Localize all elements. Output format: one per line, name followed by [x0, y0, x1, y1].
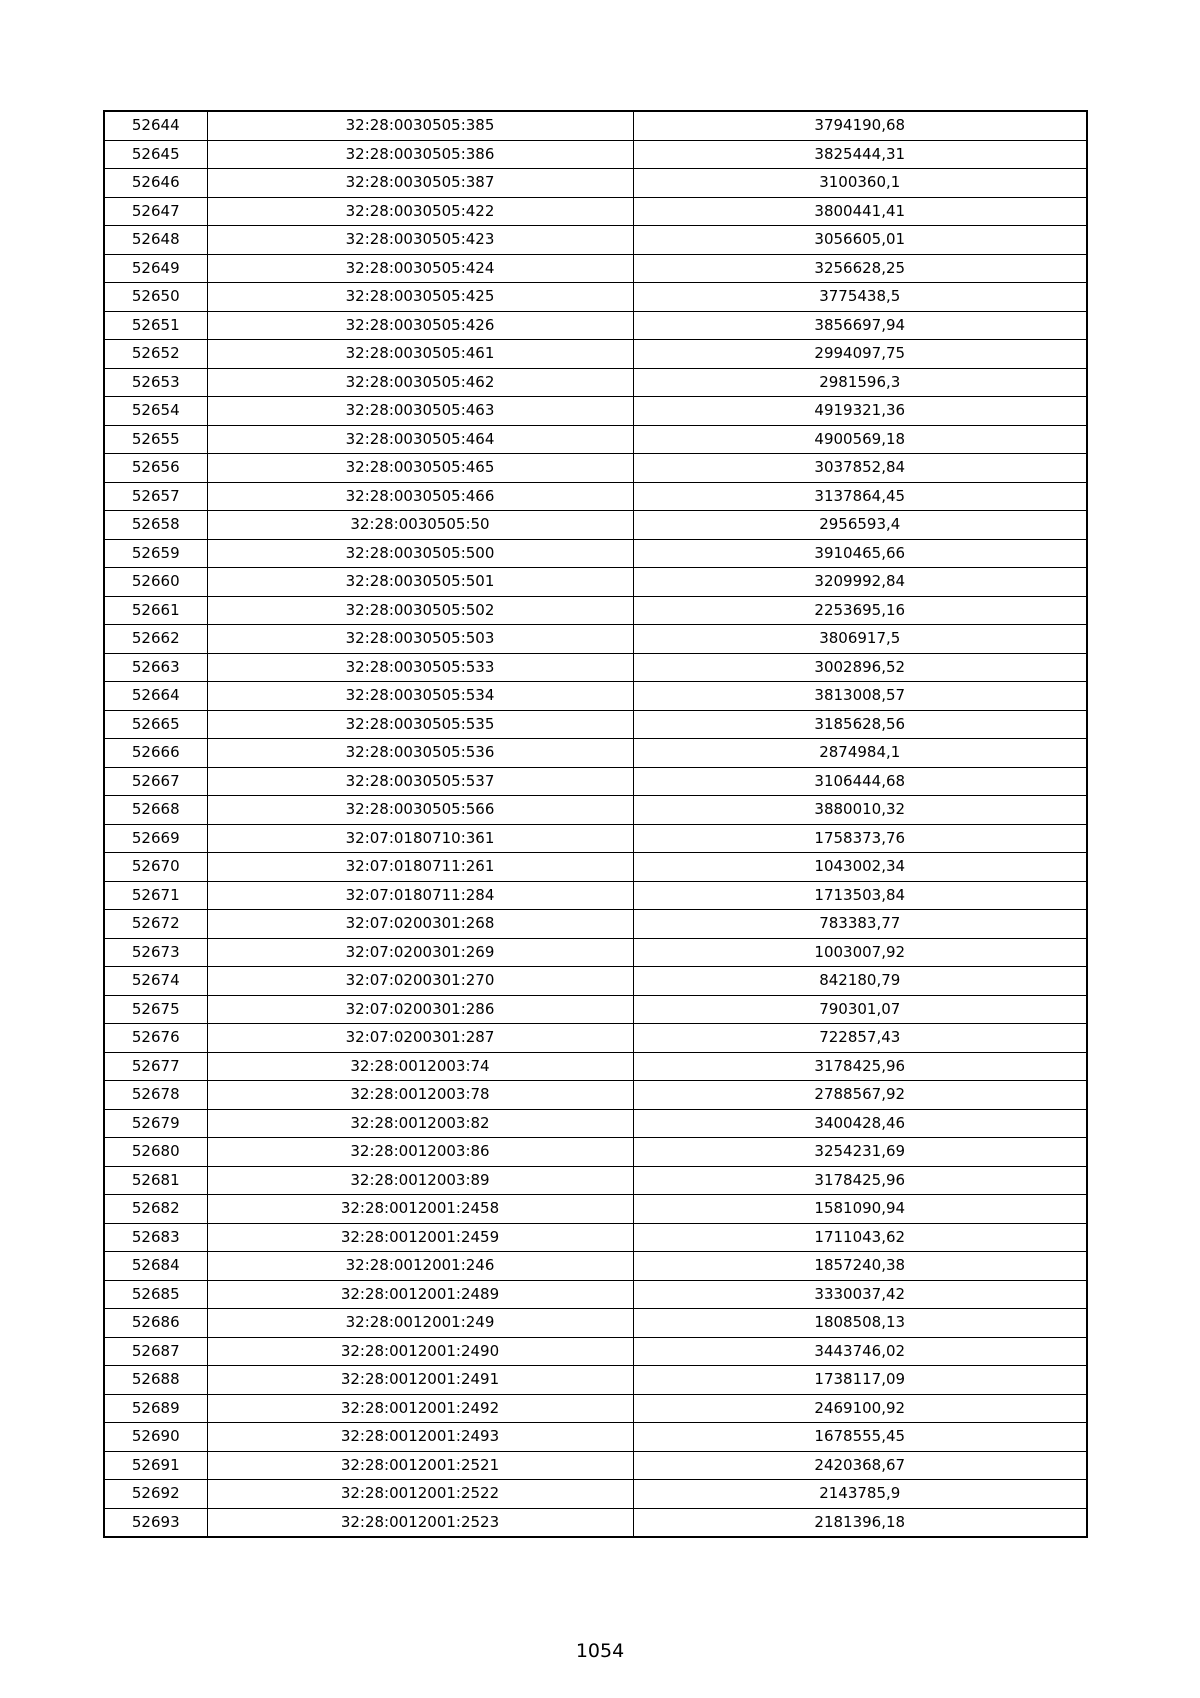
cadastral-number-cell: 32:28:0030505:385 [207, 111, 633, 140]
table-row [104, 1223, 1087, 1252]
row-number-cell: 52665 [104, 710, 207, 739]
table-row [104, 967, 1087, 996]
row-number-cell: 52677 [104, 1052, 207, 1081]
value-cell: 722857,43 [633, 1024, 1087, 1053]
table-row [104, 767, 1087, 796]
table-row [104, 1337, 1087, 1366]
row-number-cell: 52681 [104, 1166, 207, 1195]
value-cell: 3185628,56 [633, 710, 1087, 739]
table-row [104, 340, 1087, 369]
cadastral-number-cell: 32:28:0012001:2458 [207, 1195, 633, 1224]
row-number-cell: 52668 [104, 796, 207, 825]
table-row [104, 197, 1087, 226]
value-cell: 1758373,76 [633, 824, 1087, 853]
table-row [104, 853, 1087, 882]
value-cell: 2253695,16 [633, 596, 1087, 625]
cadastral-number-cell: 32:28:0030505:426 [207, 311, 633, 340]
row-number-cell: 52661 [104, 596, 207, 625]
row-number-cell: 52693 [104, 1508, 207, 1537]
table-row [104, 568, 1087, 597]
row-number-cell: 52652 [104, 340, 207, 369]
cadastral-number-cell: 32:28:0030505:500 [207, 539, 633, 568]
cadastral-number-cell: 32:28:0012001:2491 [207, 1366, 633, 1395]
row-number-cell: 52680 [104, 1138, 207, 1167]
table-row [104, 140, 1087, 169]
table-row [104, 254, 1087, 283]
cadastral-number-cell: 32:28:0012001:246 [207, 1252, 633, 1281]
value-cell: 1808508,13 [633, 1309, 1087, 1338]
value-cell: 2874984,1 [633, 739, 1087, 768]
row-number-cell: 52672 [104, 910, 207, 939]
row-number-cell: 52654 [104, 397, 207, 426]
value-cell: 790301,07 [633, 995, 1087, 1024]
table-row [104, 1451, 1087, 1480]
cadastral-number-cell: 32:07:0200301:270 [207, 967, 633, 996]
cadastral-number-cell: 32:28:0030505:503 [207, 625, 633, 654]
value-cell: 3443746,02 [633, 1337, 1087, 1366]
row-number-cell: 52664 [104, 682, 207, 711]
cadastral-number-cell: 32:07:0200301:269 [207, 938, 633, 967]
row-number-cell: 52666 [104, 739, 207, 768]
value-cell: 1738117,09 [633, 1366, 1087, 1395]
row-number-cell: 52689 [104, 1394, 207, 1423]
value-cell: 3800441,41 [633, 197, 1087, 226]
cadastral-number-cell: 32:28:0030505:533 [207, 653, 633, 682]
table-row [104, 881, 1087, 910]
row-number-cell: 52657 [104, 482, 207, 511]
table-row [104, 368, 1087, 397]
value-cell: 3137864,45 [633, 482, 1087, 511]
table-row [104, 938, 1087, 967]
cadastral-number-cell: 32:28:0030505:464 [207, 425, 633, 454]
cadastral-number-cell: 32:28:0030505:536 [207, 739, 633, 768]
value-cell: 3178425,96 [633, 1166, 1087, 1195]
row-number-cell: 52659 [104, 539, 207, 568]
cadastral-number-cell: 32:28:0012001:2523 [207, 1508, 633, 1537]
value-cell: 3037852,84 [633, 454, 1087, 483]
row-number-cell: 52686 [104, 1309, 207, 1338]
value-cell: 3880010,32 [633, 796, 1087, 825]
cadastral-number-cell: 32:28:0030505:425 [207, 283, 633, 312]
value-cell: 3254231,69 [633, 1138, 1087, 1167]
row-number-cell: 52646 [104, 169, 207, 198]
row-number-cell: 52679 [104, 1109, 207, 1138]
row-number-cell: 52648 [104, 226, 207, 255]
row-number-cell: 52682 [104, 1195, 207, 1224]
table-row [104, 1252, 1087, 1281]
row-number-cell: 52691 [104, 1451, 207, 1480]
row-number-cell: 52658 [104, 511, 207, 540]
cadastral-number-cell: 32:28:0030505:422 [207, 197, 633, 226]
row-number-cell: 52644 [104, 111, 207, 140]
row-number-cell: 52653 [104, 368, 207, 397]
cadastral-number-cell: 32:07:0200301:287 [207, 1024, 633, 1053]
cadastral-number-cell: 32:28:0030505:465 [207, 454, 633, 483]
table-row [104, 1052, 1087, 1081]
value-cell: 1043002,34 [633, 853, 1087, 882]
value-cell: 3256628,25 [633, 254, 1087, 283]
cadastral-number-cell: 32:07:0180711:261 [207, 853, 633, 882]
table-row [104, 1508, 1087, 1537]
value-cell: 3178425,96 [633, 1052, 1087, 1081]
cadastral-number-cell: 32:28:0030505:386 [207, 140, 633, 169]
value-cell: 3825444,31 [633, 140, 1087, 169]
table-row [104, 1109, 1087, 1138]
row-number-cell: 52675 [104, 995, 207, 1024]
cadastral-number-cell: 32:28:0012001:2521 [207, 1451, 633, 1480]
value-cell: 2469100,92 [633, 1394, 1087, 1423]
cadastral-number-cell: 32:28:0030505:462 [207, 368, 633, 397]
cadastral-number-cell: 32:07:0200301:268 [207, 910, 633, 939]
value-cell: 3856697,94 [633, 311, 1087, 340]
value-cell: 2956593,4 [633, 511, 1087, 540]
table-row [104, 1138, 1087, 1167]
value-cell: 3209992,84 [633, 568, 1087, 597]
row-number-cell: 52655 [104, 425, 207, 454]
cadastral-number-cell: 32:28:0030505:461 [207, 340, 633, 369]
cadastral-number-cell: 32:28:0012001:2522 [207, 1480, 633, 1509]
cadastral-number-cell: 32:07:0180711:284 [207, 881, 633, 910]
row-number-cell: 52683 [104, 1223, 207, 1252]
value-cell: 3910465,66 [633, 539, 1087, 568]
value-cell: 3056605,01 [633, 226, 1087, 255]
row-number-cell: 52662 [104, 625, 207, 654]
cadastral-number-cell: 32:28:0012001:2459 [207, 1223, 633, 1252]
cadastral-number-cell: 32:28:0030505:537 [207, 767, 633, 796]
table-row [104, 1309, 1087, 1338]
row-number-cell: 52685 [104, 1280, 207, 1309]
cadastral-number-cell: 32:28:0030505:466 [207, 482, 633, 511]
value-cell: 783383,77 [633, 910, 1087, 939]
table-row [104, 454, 1087, 483]
table-row [104, 910, 1087, 939]
value-cell: 1581090,94 [633, 1195, 1087, 1224]
table-row [104, 1480, 1087, 1509]
value-cell: 842180,79 [633, 967, 1087, 996]
row-number-cell: 52650 [104, 283, 207, 312]
table-row [104, 739, 1087, 768]
value-cell: 4900569,18 [633, 425, 1087, 454]
value-cell: 3330037,42 [633, 1280, 1087, 1309]
value-cell: 3002896,52 [633, 653, 1087, 682]
cadastral-number-cell: 32:28:0030505:566 [207, 796, 633, 825]
row-number-cell: 52690 [104, 1423, 207, 1452]
table-row [104, 482, 1087, 511]
row-number-cell: 52676 [104, 1024, 207, 1053]
value-cell: 2981596,3 [633, 368, 1087, 397]
table-row [104, 1394, 1087, 1423]
table-row [104, 1024, 1087, 1053]
table-row [104, 625, 1087, 654]
cadastral-number-cell: 32:28:0012001:2489 [207, 1280, 633, 1309]
value-cell: 2788567,92 [633, 1081, 1087, 1110]
table-row [104, 511, 1087, 540]
table-row [104, 397, 1087, 426]
table-row [104, 796, 1087, 825]
row-number-cell: 52671 [104, 881, 207, 910]
table-row [104, 710, 1087, 739]
table-row [104, 226, 1087, 255]
row-number-cell: 52674 [104, 967, 207, 996]
row-number-cell: 52660 [104, 568, 207, 597]
row-number-cell: 52684 [104, 1252, 207, 1281]
value-cell: 2420368,67 [633, 1451, 1087, 1480]
row-number-cell: 52647 [104, 197, 207, 226]
row-number-cell: 52645 [104, 140, 207, 169]
row-number-cell: 52692 [104, 1480, 207, 1509]
value-cell: 1857240,38 [633, 1252, 1087, 1281]
value-cell: 3775438,5 [633, 283, 1087, 312]
value-cell: 2994097,75 [633, 340, 1087, 369]
cadastral-number-cell: 32:28:0012001:2493 [207, 1423, 633, 1452]
cadastral-number-cell: 32:28:0030505:387 [207, 169, 633, 198]
row-number-cell: 52687 [104, 1337, 207, 1366]
cadastral-number-cell: 32:28:0012003:82 [207, 1109, 633, 1138]
row-number-cell: 52670 [104, 853, 207, 882]
table-row [104, 1081, 1087, 1110]
cadastral-number-cell: 32:28:0030505:423 [207, 226, 633, 255]
value-cell: 1711043,62 [633, 1223, 1087, 1252]
cadastral-number-cell: 32:28:0030505:424 [207, 254, 633, 283]
cadastral-number-cell: 32:28:0030505:463 [207, 397, 633, 426]
value-cell: 3813008,57 [633, 682, 1087, 711]
row-number-cell: 52667 [104, 767, 207, 796]
cadastral-number-cell: 32:28:0030505:535 [207, 710, 633, 739]
cadastral-number-cell: 32:07:0200301:286 [207, 995, 633, 1024]
cadastral-number-cell: 32:28:0030505:534 [207, 682, 633, 711]
table-row [104, 1195, 1087, 1224]
table-row [104, 1366, 1087, 1395]
row-number-cell: 52688 [104, 1366, 207, 1395]
row-number-cell: 52651 [104, 311, 207, 340]
table-row [104, 1280, 1087, 1309]
cadastral-number-cell: 32:28:0012001:249 [207, 1309, 633, 1338]
row-number-cell: 52663 [104, 653, 207, 682]
cadastral-number-cell: 32:28:0012001:2492 [207, 1394, 633, 1423]
table-row [104, 425, 1087, 454]
table-row [104, 539, 1087, 568]
page-number: 1054 [575, 1640, 625, 1662]
table-row [104, 283, 1087, 312]
table-row [104, 995, 1087, 1024]
value-cell: 2181396,18 [633, 1508, 1087, 1537]
value-cell: 3806917,5 [633, 625, 1087, 654]
cadastral-number-cell: 32:28:0030505:50 [207, 511, 633, 540]
table-row [104, 596, 1087, 625]
cadastral-number-cell: 32:28:0012001:2490 [207, 1337, 633, 1366]
table-row [104, 111, 1087, 140]
value-cell: 4919321,36 [633, 397, 1087, 426]
table-row [104, 824, 1087, 853]
value-cell: 3106444,68 [633, 767, 1087, 796]
value-cell: 3794190,68 [633, 111, 1087, 140]
cadastral-number-cell: 32:28:0030505:501 [207, 568, 633, 597]
cadastral-number-cell: 32:28:0012003:74 [207, 1052, 633, 1081]
value-cell: 3100360,1 [633, 169, 1087, 198]
cadastral-number-cell: 32:07:0180710:361 [207, 824, 633, 853]
table-row [104, 653, 1087, 682]
row-number-cell: 52678 [104, 1081, 207, 1110]
value-cell: 1678555,45 [633, 1423, 1087, 1452]
table-row [104, 1166, 1087, 1195]
row-number-cell: 52669 [104, 824, 207, 853]
table-row [104, 682, 1087, 711]
table-row [104, 169, 1087, 198]
value-cell: 1003007,92 [633, 938, 1087, 967]
value-cell: 1713503,84 [633, 881, 1087, 910]
cadastral-number-cell: 32:28:0030505:502 [207, 596, 633, 625]
data-table [103, 110, 1088, 1538]
table-row [104, 1423, 1087, 1452]
row-number-cell: 52649 [104, 254, 207, 283]
table-body [104, 111, 1087, 1537]
cadastral-number-cell: 32:28:0012003:89 [207, 1166, 633, 1195]
value-cell: 3400428,46 [633, 1109, 1087, 1138]
table-row [104, 311, 1087, 340]
cadastral-number-cell: 32:28:0012003:78 [207, 1081, 633, 1110]
row-number-cell: 52656 [104, 454, 207, 483]
value-cell: 2143785,9 [633, 1480, 1087, 1509]
cadastral-number-cell: 32:28:0012003:86 [207, 1138, 633, 1167]
row-number-cell: 52673 [104, 938, 207, 967]
